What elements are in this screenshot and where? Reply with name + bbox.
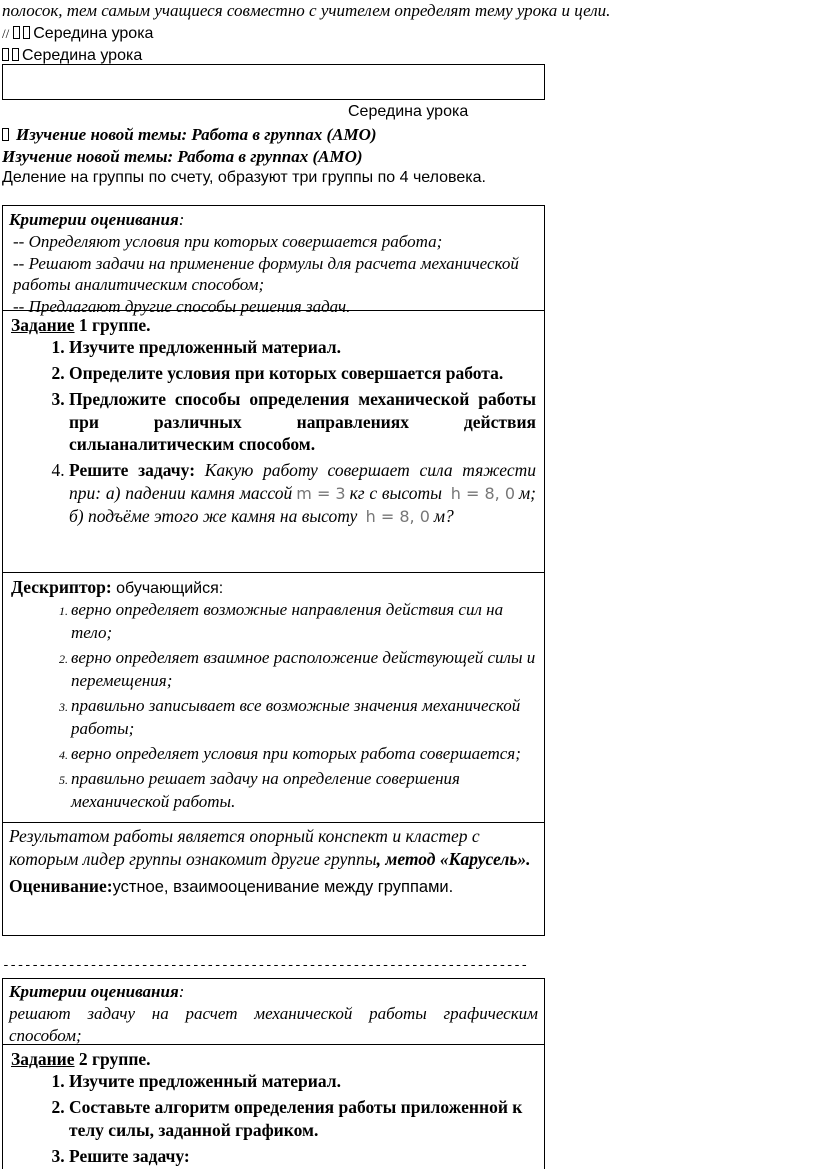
mid-center-label: Середина урока bbox=[348, 103, 469, 120]
broken-glyph-icon: // bbox=[2, 26, 10, 41]
task-item: 1. Изучите предложенный материал. bbox=[69, 336, 536, 359]
formula-height: h = 8, 0 bbox=[450, 483, 515, 503]
task-word: Задание bbox=[11, 315, 75, 335]
missing-glyph-icon bbox=[2, 128, 9, 141]
evaluation-label: Оценивание: bbox=[9, 875, 113, 896]
group1-criteria-cell: Критерии оценивания: -- Определяют условия при которых совершается работа; -- Решают задачи на применение формулы для расчета механической работы аналитическим способом; -- Предлагают другие способы решения задач. bbox=[2, 205, 545, 311]
descriptor-item: 5. правильно решает задачу на определение совершения механической работы. bbox=[71, 768, 536, 814]
criteria-title: Критерии оценивания bbox=[9, 982, 179, 1001]
descriptor-item: 2. верно определяет взаимное расположение действующей силы и перемещения; bbox=[71, 647, 536, 693]
group2-criteria-cell: Критерии оценивания: решают задачу на расчет механической работы графическим способом; bbox=[2, 978, 545, 1045]
result-method: метод «Карусель». bbox=[385, 849, 531, 870]
criteria-item: -- Решают задачи на применение формулы для расчета механической работы аналитическим способом; bbox=[13, 253, 519, 295]
topic-line-2: Изучение новой темы: Работа в группах (АМО) bbox=[2, 147, 363, 166]
group1-descriptor-cell: Дескриптор: обучающийся: 1. верно определяет возможные направления действия сил на тело; 2. верно определяет взаимное расположение действующей силы и перемещения; 3. правильно записывает все возможные значения механической работы; 4. верно определяет условия при которых работа совершается; 5. правильно решает задачу на определение совершения механической работы. bbox=[2, 572, 545, 823]
task-item: 2. Составьте алгоритм определения работы приложенной к телу силы, заданной графиком. bbox=[69, 1096, 536, 1142]
intro-line: полосок, тем самым учащиеся совместно с учителем определят тему урока и цели. bbox=[2, 1, 611, 20]
group1-result-cell: Результатом работы является опорный конспект и кластер с которым лидер группы ознакомит другие группы, метод «Карусель». Оценивание:устное, взаимооценивание между группами. bbox=[2, 822, 545, 936]
mid-line-1: // Середина урока bbox=[2, 25, 154, 42]
task-item: 3. Решите задачу: bbox=[69, 1145, 536, 1168]
descriptor-item: 1. верно определяет возможные направления действия сил на тело; bbox=[71, 599, 536, 645]
formula-mass: m = 3 bbox=[296, 483, 346, 503]
missing-glyph-icon bbox=[2, 48, 9, 61]
divider-line: ------------------------------------------------------------------------ bbox=[2, 958, 528, 973]
descriptor-item: 4. верно определяет условия при которых работа совершается; bbox=[71, 743, 536, 766]
missing-glyph-icon bbox=[12, 48, 19, 61]
group1-task-cell: Задание 1 группе. 1. Изучите предложенный материал. 2. Определите условия при которых совершается работа. 3. Предложите способы определения механической работы при различных направлениях действия силыаналитическим способом. 4. Решите задачу: Какую работу совершает сила тяжести при: а) падении камня массой m = 3 кг с высоты h = 8, 0 м; б) подъёме этого же камня на высоту h = 8, 0 м? bbox=[2, 310, 545, 573]
topic-line-1: Изучение новой темы: Работа в группах (АМО) bbox=[2, 124, 377, 146]
criteria-item: -- Предлагают другие способы решения задач. bbox=[13, 297, 351, 316]
criteria-item: решают задачу на расчет механической работы графическим способом; bbox=[9, 1003, 538, 1045]
task-item: 1. Изучите предложенный материал. bbox=[69, 1070, 536, 1093]
descriptor-item: 3. правильно записывает все возможные значения механической работы; bbox=[71, 695, 536, 741]
result-text: Результатом работы является опорный конспект и кластер с которым лидер группы ознакомит другие группы bbox=[9, 826, 480, 870]
group2-task-cell: Задание 2 группе. 1. Изучите предложенный материал. 2. Составьте алгоритм определения работы приложенной к телу силы, заданной графиком. 3. Решите задачу: bbox=[2, 1044, 545, 1169]
formula-height: h = 8, 0 bbox=[365, 506, 430, 526]
task-item: 3. Предложите способы определения механической работы при различных направлениях действия силыаналитическим способом. bbox=[69, 388, 536, 456]
missing-glyph-icon bbox=[13, 26, 20, 39]
criteria-item: -- Определяют условия при которых совершается работа; bbox=[13, 231, 443, 251]
task-word: Задание bbox=[11, 1049, 75, 1069]
empty-box bbox=[2, 64, 545, 100]
grouping-line: Деление на группы по счету, образуют три группы по 4 человека. bbox=[2, 169, 486, 186]
mid-line-2: Середина урока bbox=[2, 44, 142, 66]
missing-glyph-icon bbox=[23, 26, 30, 39]
task-item-4: 4. Решите задачу: Какую работу совершает сила тяжести при: а) падении камня массой m = 3 кг с высоты h = 8, 0 м; б) подъёме этого же камня на высоту h = 8, 0 м? bbox=[69, 459, 536, 527]
task-item: 2. Определите условия при которых совершается работа. bbox=[69, 362, 536, 385]
descriptor-label: Дескриптор: bbox=[11, 577, 112, 597]
criteria-title: Критерии оценивания bbox=[9, 210, 179, 229]
